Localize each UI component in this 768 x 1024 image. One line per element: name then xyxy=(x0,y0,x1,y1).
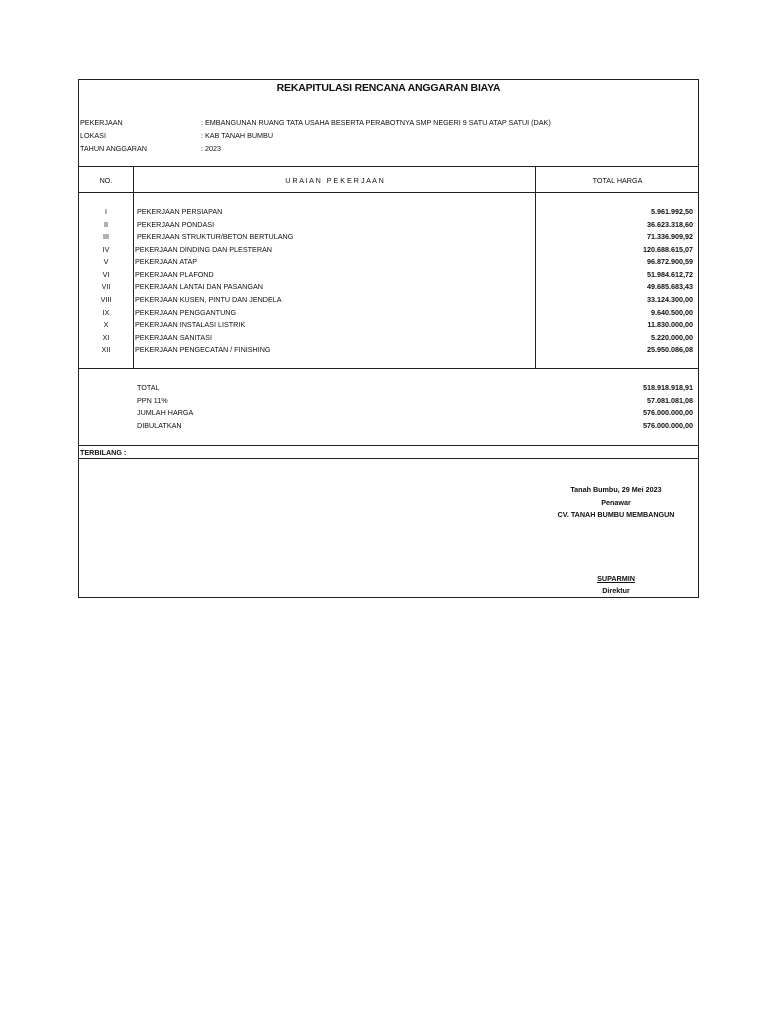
row-value: 5.961.992,50 xyxy=(651,207,693,216)
row-desc: PEKERJAAN PLAFOND xyxy=(135,270,214,279)
row-no: VI xyxy=(102,270,110,279)
row-value: 36.623.318,60 xyxy=(647,220,693,229)
signature-place-date: Tanah Bumbu, 29 Mei 2023 xyxy=(570,485,662,494)
total-label: TOTAL xyxy=(137,383,160,392)
row-value: 11.830.000,00 xyxy=(647,320,693,329)
row-desc: PEKERJAAN PENGECATAN / FINISHING xyxy=(135,345,271,354)
table-row xyxy=(79,345,698,358)
row-no: VII xyxy=(101,282,111,291)
row-no: XII xyxy=(101,345,111,354)
table-row xyxy=(79,245,698,258)
meta-value-lokasi: : KAB TANAH BUMBU xyxy=(201,131,274,140)
row-desc: PEKERJAAN ATAP xyxy=(135,257,198,266)
meta-label-lokasi: LOKASI xyxy=(80,131,106,140)
signature-role: Penawar xyxy=(601,498,631,507)
dibulatkan-row xyxy=(79,421,698,434)
row-value: 71.336.909,92 xyxy=(647,232,693,241)
row-value: 33.124.300,00 xyxy=(647,295,693,304)
row-no: II xyxy=(104,220,108,229)
table-row xyxy=(79,220,698,233)
row-no: XI xyxy=(102,333,110,342)
row-no: X xyxy=(103,320,109,329)
dibulatkan-value: 576.000.000,00 xyxy=(643,421,693,430)
terbilang-bottom-border xyxy=(79,458,698,459)
table-row xyxy=(79,320,698,333)
ppn-label: PPN 11% xyxy=(137,396,168,405)
table-top-border xyxy=(79,166,698,167)
ppn-value: 57.081.081,08 xyxy=(647,396,693,405)
header-total-harga: TOTAL HARGA xyxy=(592,176,643,185)
table-row xyxy=(79,333,698,346)
row-value: 49.685.683,43 xyxy=(647,282,693,291)
row-no: IX xyxy=(102,308,110,317)
signature-company: CV. TANAH BUMBU MEMBANGUN xyxy=(557,510,675,519)
row-desc: PEKERJAAN DINDING DAN PLESTERAN xyxy=(135,245,272,254)
dibulatkan-label: DIBULATKAN xyxy=(137,421,182,430)
table-row xyxy=(79,282,698,295)
table-row xyxy=(79,295,698,308)
total-value: 518.918.918,91 xyxy=(643,383,693,392)
row-desc: PEKERJAAN LANTAI DAN PASANGAN xyxy=(135,282,263,291)
row-value: 120.688.615,07 xyxy=(643,245,693,254)
document-title: REKAPITULASI RENCANA ANGGARAN BIAYA xyxy=(276,82,501,94)
row-no: III xyxy=(103,232,109,241)
table-items-bottom-border xyxy=(79,368,698,369)
meta-label-pekerjaan: PEKERJAAN xyxy=(80,118,123,127)
row-desc: PEKERJAAN PONDASI xyxy=(137,220,215,229)
row-value: 51.984.612,72 xyxy=(647,270,693,279)
row-value: 5.220.000,00 xyxy=(651,333,693,342)
terbilang-label: TERBILANG : xyxy=(80,448,127,457)
meta-value-pekerjaan: : EMBANGUNAN RUANG TATA USAHA BESERTA PERABOTNYA SMP NEGERI 9 SATU ATAP SATUI (DAK) xyxy=(201,118,551,127)
table-row xyxy=(79,257,698,270)
meta-value-tahun: : 2023 xyxy=(201,144,221,153)
row-value: 9.640.500,00 xyxy=(651,308,693,317)
table-row xyxy=(79,232,698,245)
row-desc: PEKERJAAN PERSIAPAN xyxy=(137,207,223,216)
row-no: VIII xyxy=(100,295,112,304)
table-row xyxy=(79,270,698,283)
rab-summary-sheet xyxy=(78,79,699,598)
total-row xyxy=(79,383,698,396)
row-no: V xyxy=(103,257,109,266)
row-no: I xyxy=(105,207,107,216)
row-desc: PEKERJAAN KUSEN, PINTU DAN JENDELA xyxy=(135,295,282,304)
table-row xyxy=(79,308,698,321)
totals-bottom-border xyxy=(79,445,698,446)
row-desc: PEKERJAAN PENGGANTUNG xyxy=(135,308,237,317)
table-header-border xyxy=(79,192,698,193)
row-desc: PEKERJAAN INSTALASI LISTRIK xyxy=(135,320,246,329)
header-no: NO. xyxy=(99,176,113,185)
row-value: 96.872.900,59 xyxy=(647,257,693,266)
header-uraian: U R A I A N P E K E R J A A N xyxy=(285,176,384,185)
table-row xyxy=(79,207,698,220)
row-value: 25.950.086,08 xyxy=(647,345,693,354)
jumlah-harga-row xyxy=(79,408,698,421)
meta-label-tahun: TAHUN ANGGARAN xyxy=(80,144,147,153)
jumlah-harga-value: 576.000.000,00 xyxy=(643,408,693,417)
jumlah-harga-label: JUMLAH HARGA xyxy=(137,408,194,417)
row-desc: PEKERJAAN STRUKTUR/BETON BERTULANG xyxy=(137,232,294,241)
signature-position: Direktur xyxy=(602,586,630,595)
row-no: IV xyxy=(102,245,110,254)
row-desc: PEKERJAAN SANITASI xyxy=(135,333,212,342)
signature-name: SUPARMIN xyxy=(597,574,635,583)
